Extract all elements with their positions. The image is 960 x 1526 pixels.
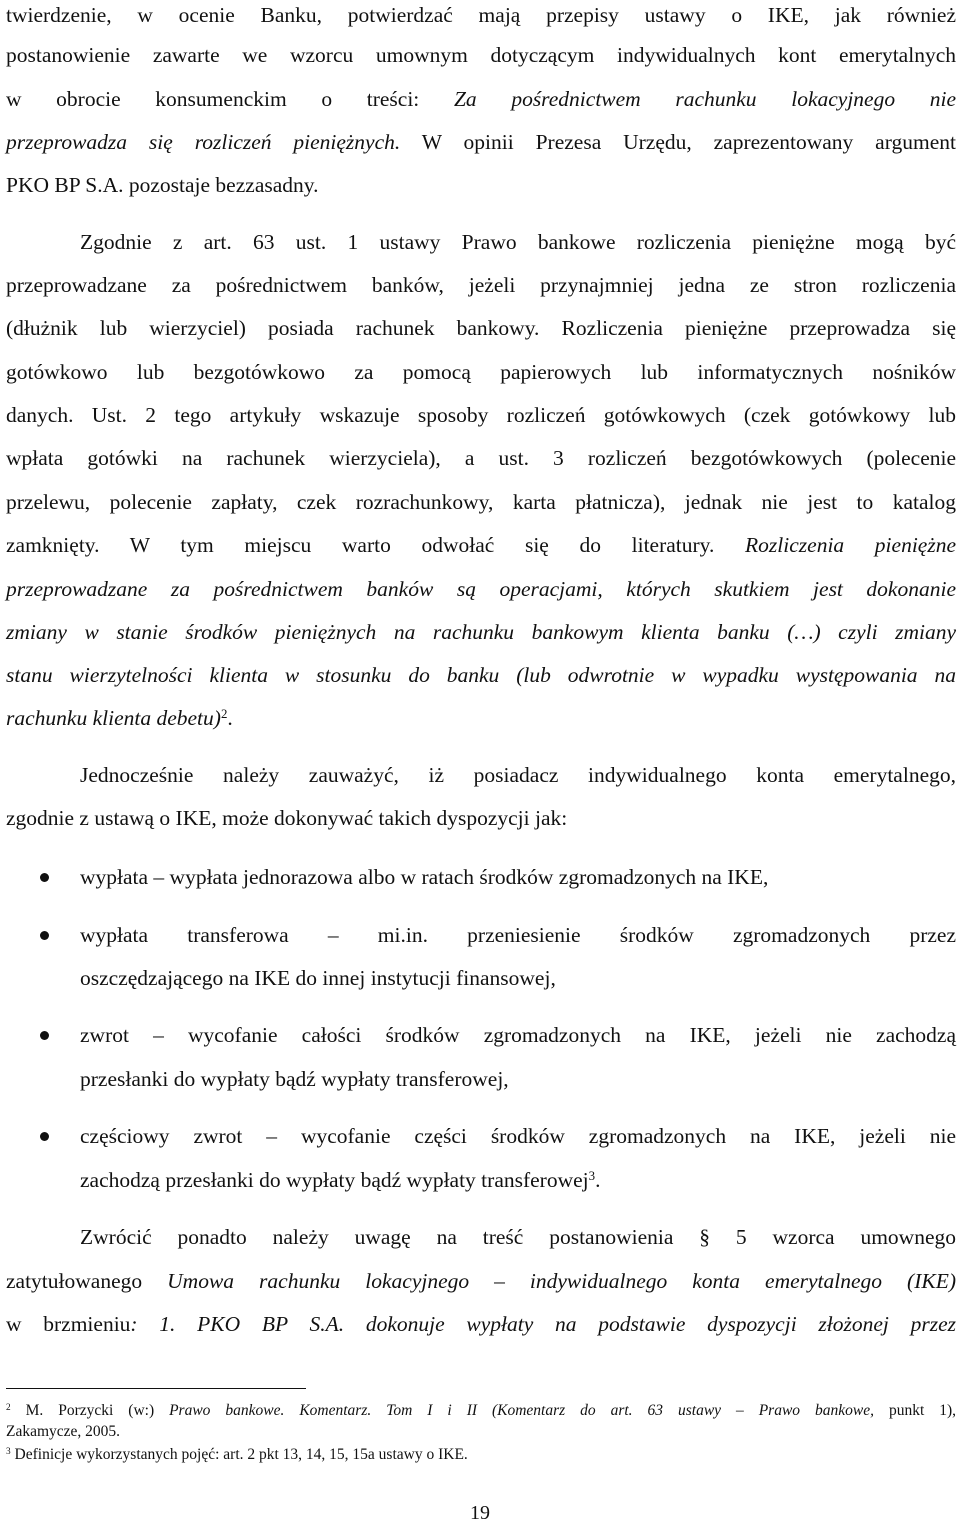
text-line: w brzmieniu: 1. PKO BP S.A. dokonuje wypłaty na podstawie dyspozycji złożonej przez [6,1312,956,1336]
bullet-marker [40,1031,49,1040]
list-item-continuation: przesłanki do wypłaty bądź wypłaty transferowej, [80,1067,509,1091]
text-line: twierdzenie, w ocenie Banku, potwierdzać mają przepisy ustawy o IKE, jak również [6,3,956,27]
text-line: Zwrócić ponadto należy uwagę na treść postanowienia § 5 wzorca umownego [80,1225,956,1249]
text-line: zgodnie z ustawą o IKE, może dokonywać takich dyspozycji jak: [6,806,568,830]
footnote-ref: 3 [588,1168,596,1183]
page-number: 19 [470,1502,490,1524]
footnote-2-continuation: Zakamycze, 2005. [6,1423,121,1440]
list-item: wypłata – wypłata jednorazowa albo w ratach środków zgromadzonych na IKE, [80,865,769,889]
footnote-separator [6,1388,306,1389]
bullet-marker [40,1132,49,1141]
footnote-3: $^3$ Definicje wykorzystanych pojęć: art. 2 pkt 13, 14, 15, 15a ustawy o IKE. [6,1446,468,1463]
text-line: danych. Ust. 2 tego artykuły wskazuje sposoby rozliczeń gotówkowych (czek gotówkowy lub [6,403,956,427]
text-line: Zgodnie z art. 63 ust. 1 ustawy Prawo bankowe rozliczenia pieniężne mogą być [80,230,956,254]
text-line: zamknięty. W tym miejscu warto odwołać się do literatury. Rozliczenia pieniężne [6,533,956,557]
footnote-2: $^2$ M. Porzycki (w:) Prawo bankowe. Komentarz. Tom I i II (Komentarz do art. 63 ustawy – Prawo bankowe, punkt 1), [6,1402,957,1419]
text-line: Jednocześnie należy zauważyć, iż posiadacz indywidualnego konta emerytalnego, [80,763,956,787]
text-line: przeprowadzane za pośrednictwem banków, jeżeli przynajmniej jedna ze stron rozliczenia [6,273,956,297]
text-line: w obrocie konsumenckim o treści: Za pośrednictwem rachunku lokacyjnego nie [6,87,957,111]
list-item: częściowy zwrot – wycofanie części środków zgromadzonych na IKE, jeżeli nie [80,1124,956,1148]
text-line: gotówkowo lub bezgotówkowo za pomocą papierowych lub informatycznych nośników [6,360,956,384]
text-line: wpłata gotówki na rachunek wierzyciela), a ust. 3 rozliczeń bezgotówkowych (polecenie [6,446,956,470]
text-line: zmiany w stanie środków pieniężnych na rachunku bankowym klienta banku (…) czyli zmiany [6,620,956,644]
text-line: postanowienie zawarte we wzorcu umownym dotyczącym indywidualnych kont emerytalnych [6,43,956,67]
list-item: zwrot – wycofanie całości środków zgromadzonych na IKE, jeżeli nie zachodzą [80,1023,956,1047]
text-line: (dłużnik lub wierzyciel) posiada rachunek bankowy. Rozliczenia pieniężne przeprowadza się [6,316,956,340]
list-item-continuation: oszczędzającego na IKE do innej instytucji finansowej, [80,966,556,990]
text-line: przeprowadzane za pośrednictwem banków są operacjami, których skutkiem jest dokonanie [6,577,956,601]
text-line: przeprowadza się rozliczeń pieniężnych. W opinii Prezesa Urzędu, zaprezentowany argument [6,130,956,154]
list-item-continuation: zachodzą przesłanki do wypłaty bądź wypłaty transferowej$^3$. [80,1168,601,1192]
bullet-marker [40,873,49,882]
bullet-marker [40,931,49,940]
text-line: zatytułowanego Umowa rachunku lokacyjnego – indywidualnego konta emerytalnego (IKE) [6,1269,956,1293]
text-line: rachunku klienta debetu)$^2$. [6,706,233,730]
text-line: przelewu, polecenie zapłaty, czek rozrachunkowy, karta płatnicza), jednak nie jest to katalog [6,490,956,514]
text-line: stanu wierzytelności klienta w stosunku do banku (lub odwrotnie w wypadku występowania na [6,663,956,687]
list-item: wypłata transferowa – mi.in. przeniesienie środków zgromadzonych przez [80,923,956,947]
footnote-ref: 2 [220,706,228,721]
text-line: PKO BP S.A. pozostaje bezzasadny. [6,173,319,197]
